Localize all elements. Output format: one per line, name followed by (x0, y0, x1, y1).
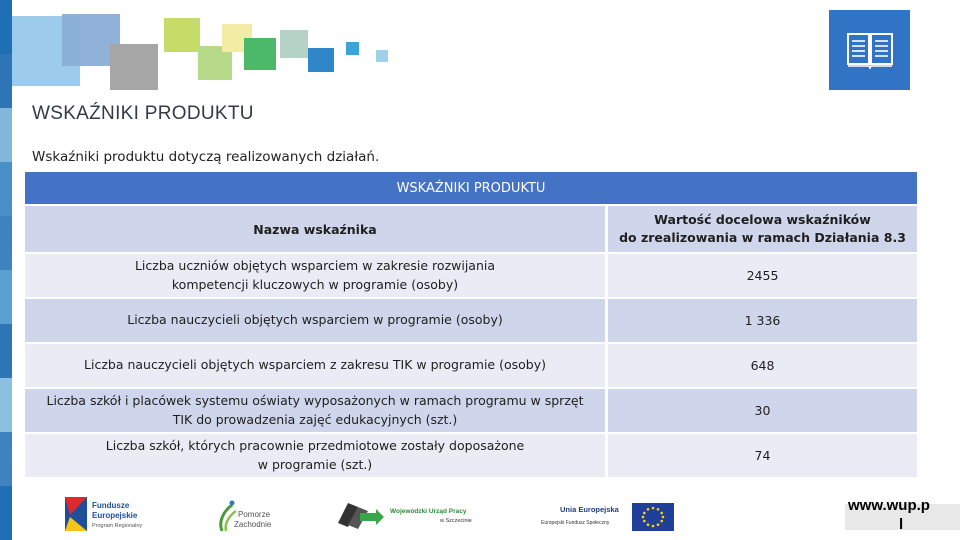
indicator-name-line1: Liczba uczniów objętych wsparciem w zakresie rozwijania (134, 258, 496, 274)
logo1-line1: Fundusze (92, 501, 130, 510)
pomorze-zachodnie-logo (221, 501, 272, 532)
indicator-name-line1: Liczba nauczycieli objętych wsparciem z zakresu TIK w programie (osoby) (84, 357, 546, 373)
website-url[interactable]: www.wup.p (848, 497, 930, 514)
wup-logo (338, 503, 472, 529)
logo3-line1: Wojewódzki Urząd Pracy (390, 508, 467, 515)
indicator-name-cell (25, 254, 608, 297)
indicator-name-cell (25, 299, 608, 342)
footer-logos (0, 493, 960, 540)
slide-title: WSKAŹNIKI PRODUKTU (32, 103, 254, 124)
logo1-line2: Europejskie (92, 511, 138, 520)
table-row (25, 344, 917, 387)
table-caption: WSKAŹNIKI PRODUKTU (25, 172, 917, 204)
indicators-table (25, 170, 917, 479)
logo2-line1: Pomorze (238, 510, 271, 519)
indicator-value: 74 (608, 434, 917, 477)
indicator-value: 30 (608, 389, 917, 432)
slide-subtitle: Wskaźniki produktu dotyczą realizowanych działań. (32, 149, 380, 165)
indicator-name-cell (25, 344, 608, 387)
logo2-line2: Zachodnie (234, 520, 272, 529)
fundusze-europejskie-logo (65, 497, 142, 531)
indicator-value: 1 336 (608, 299, 917, 342)
indicator-name-line1: Liczba szkół, których pracownie przedmiotowe zostały doposażone (105, 438, 525, 454)
table-row (25, 299, 917, 342)
table-row (25, 434, 917, 477)
column-header-value-line2: do zrealizowania w ramach Działania 8.3 (619, 230, 906, 245)
indicator-name-line2: w programie (szt.) (257, 456, 373, 472)
indicator-name-cell (25, 389, 608, 432)
logo3-line2: w Szczecinie (440, 518, 472, 524)
book-tile (829, 10, 910, 90)
website-url-wrap[interactable]: l (899, 516, 904, 533)
table-row (25, 389, 917, 432)
table-row (25, 254, 917, 297)
indicator-name-line2: TIK do prowadzenia zajęć edukacyjnych (szt.) (172, 411, 458, 427)
indicator-name-line1: Liczba szkół i placówek systemu oświaty wyposażonych w ramach programu w sprzęt (46, 393, 584, 409)
logo4-line2: Europejski Fundusz Społeczny (541, 520, 610, 526)
column-header-name (25, 206, 608, 252)
column-header-name-label: Nazwa wskaźnika (253, 221, 377, 237)
indicator-value: 2455 (608, 254, 917, 297)
indicator-name-line1: Liczba nauczycieli objętych wsparciem w programie (osoby) (127, 312, 503, 328)
indicator-value: 648 (608, 344, 917, 387)
eu-logo (541, 503, 674, 531)
column-header-value (608, 206, 917, 252)
indicator-name-line2: kompetencji kluczowych w programie (osoby) (171, 276, 459, 292)
indicator-name-cell (25, 434, 608, 477)
logo1-line3: Program Regionalny (92, 523, 143, 529)
logo4-line1: Unia Europejska (560, 505, 619, 514)
open-book-icon (845, 30, 895, 70)
column-header-value-line1: Wartość docelowa wskaźników (654, 211, 871, 227)
